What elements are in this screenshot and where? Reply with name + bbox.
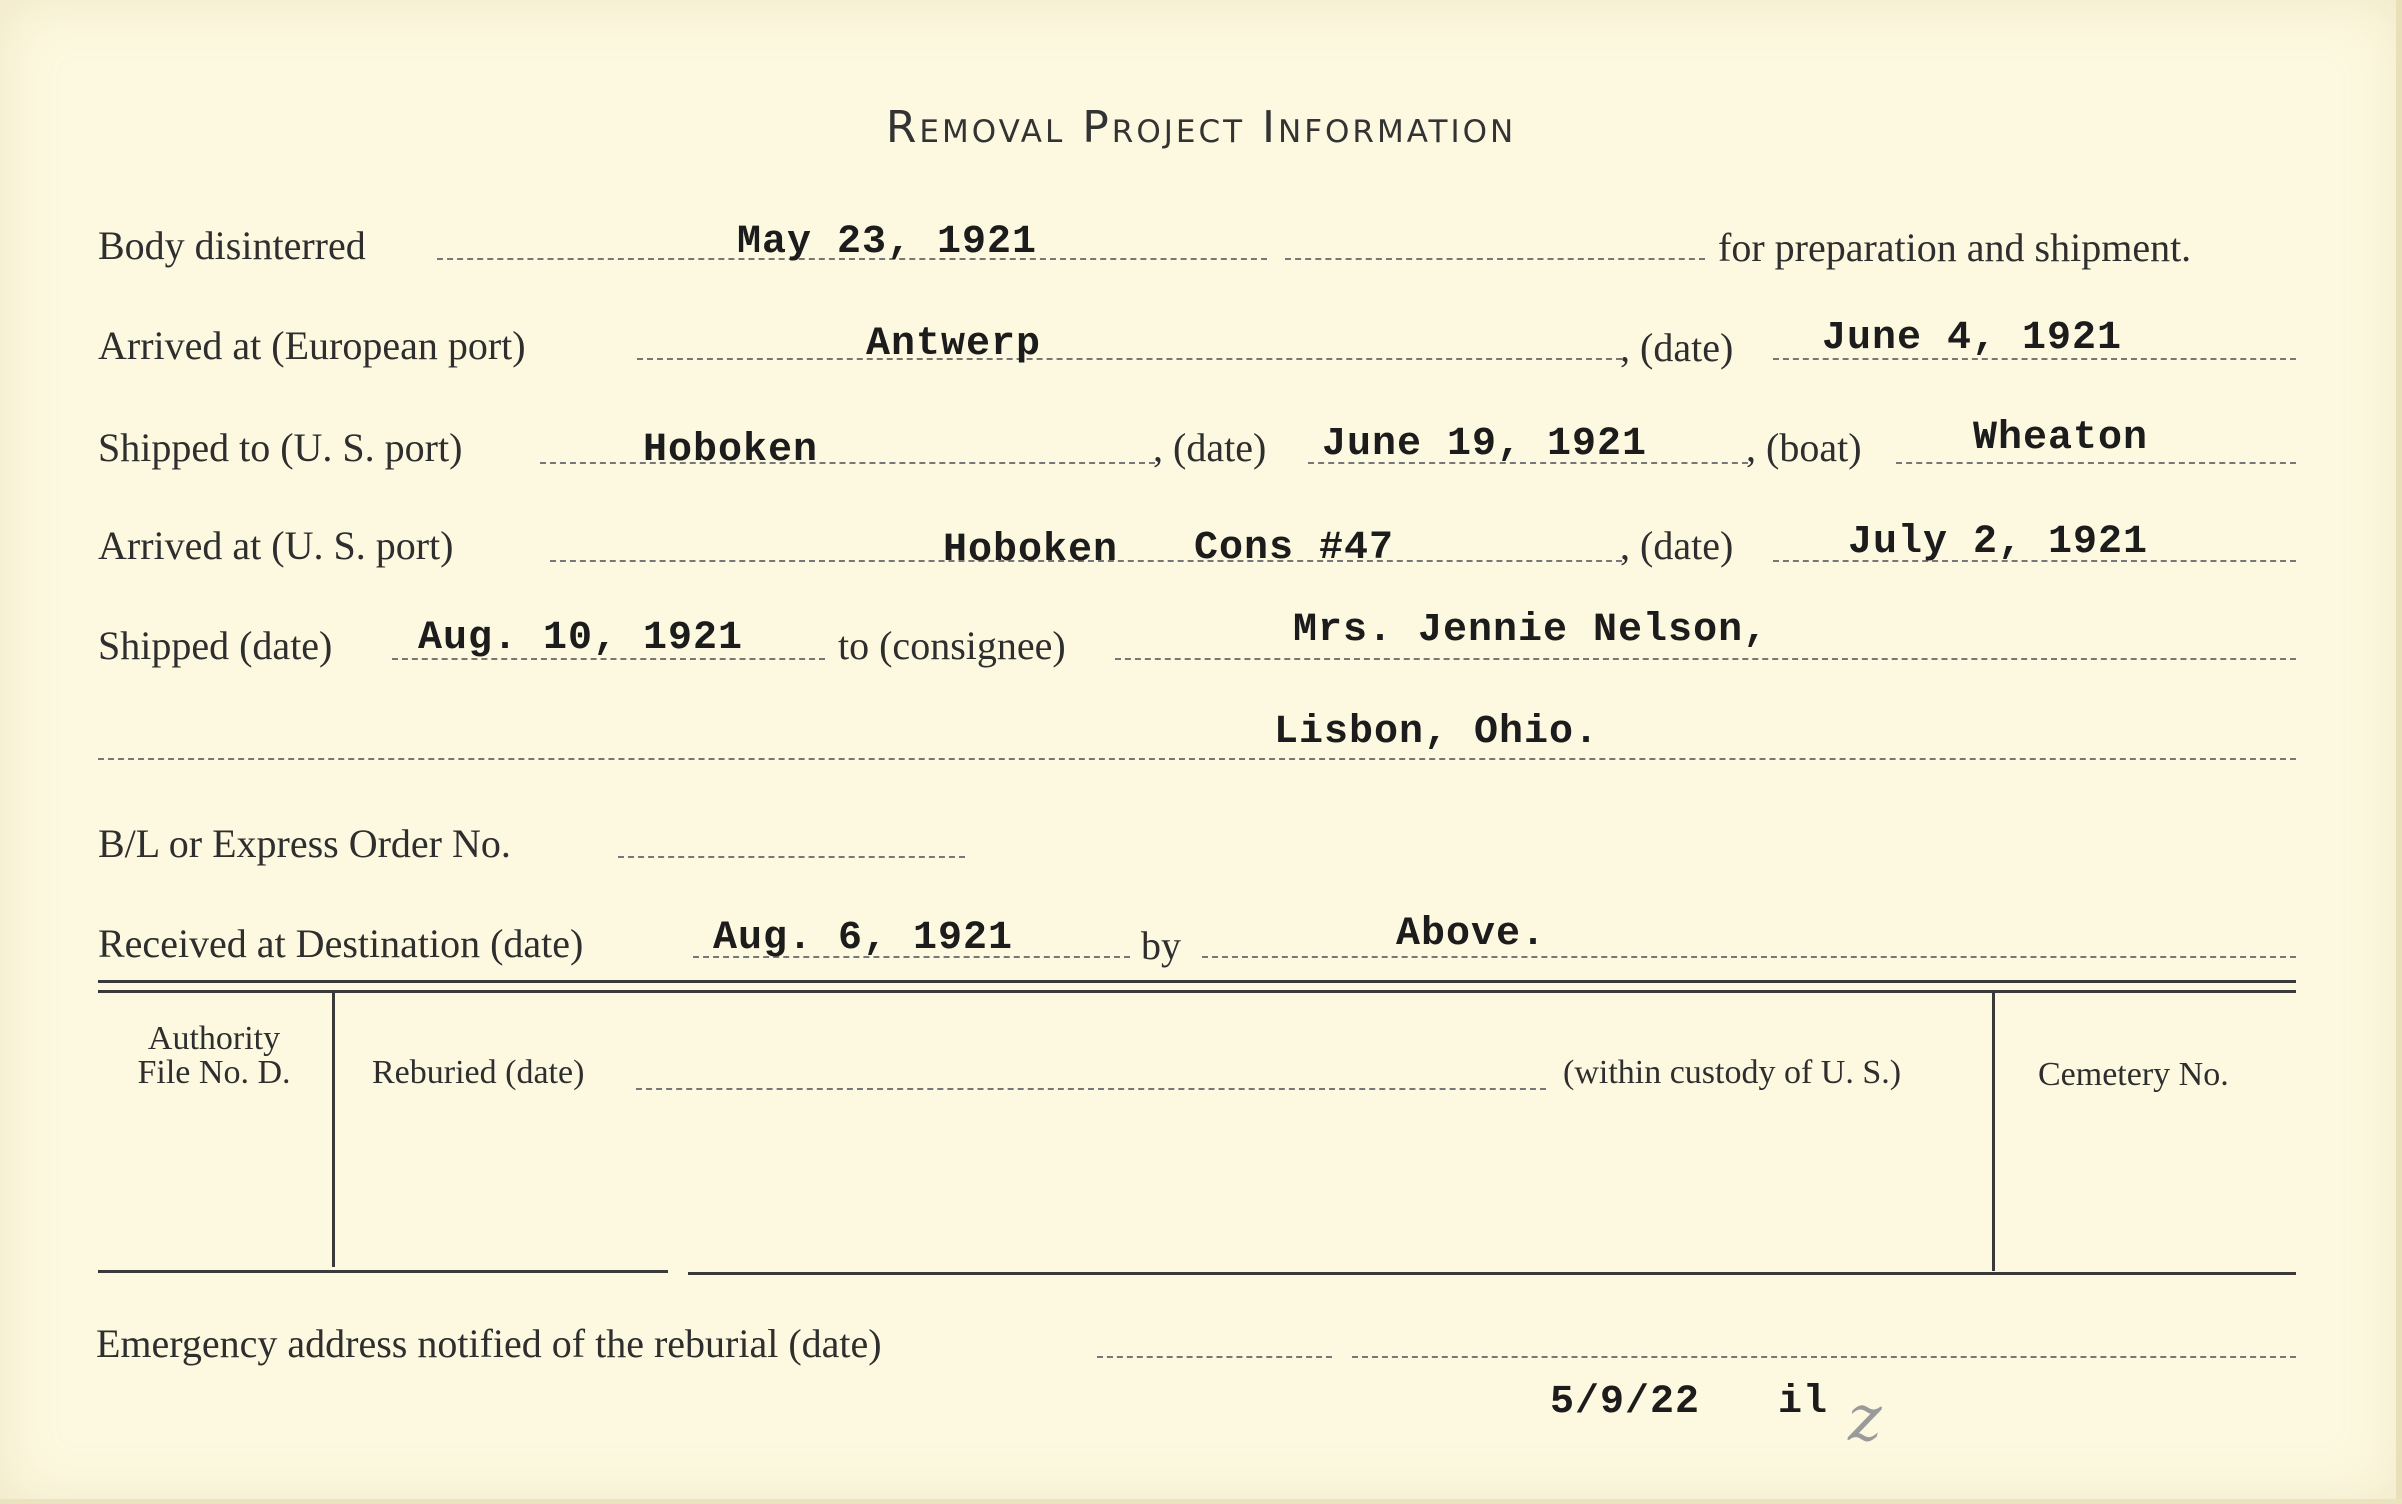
- label-to-consignee: to (consignee): [838, 623, 1066, 668]
- value-initials: il: [1778, 1380, 1829, 1425]
- label-european-date: , (date): [1620, 325, 1734, 370]
- divider-authority: [332, 993, 335, 1267]
- label-arrived-us-port: Arrived at (U. S. port): [98, 523, 454, 568]
- label-shipped-date: , (date): [1153, 425, 1267, 470]
- line-boat: [1896, 462, 2296, 464]
- label-emergency-address: Emergency address notified of the reburial (date): [96, 1321, 882, 1366]
- label-authority: Authority: [147, 1020, 281, 1057]
- divider-top: [98, 980, 2296, 983]
- value-shipped-date-us: June 19, 1921: [1322, 422, 1648, 467]
- value-disinterred-date: May 23, 1921: [737, 220, 1038, 265]
- label-by: by: [1141, 923, 1181, 968]
- value-us-port-arrived: Hoboken: [943, 528, 1119, 573]
- label-arrived-european-port: Arrived at (European port): [98, 323, 526, 368]
- line-disinterred-2: [1285, 258, 1705, 260]
- label-shipped-date-consignee: Shipped (date): [98, 623, 333, 668]
- value-stamp-date: 5/9/22: [1550, 1380, 1701, 1425]
- value-received-by: Above.: [1396, 912, 1547, 957]
- line-european-port: [637, 358, 1622, 360]
- value-us-port-shipped: Hoboken: [643, 428, 819, 473]
- divider-bottom-right: [688, 1272, 2296, 1275]
- line-consignee-address: [98, 758, 2296, 760]
- value-shipped-date: Aug. 10, 1921: [418, 616, 744, 661]
- label-bl-express-order: B/L or Express Order No.: [98, 821, 511, 866]
- card-edge-bottom: [0, 1499, 2402, 1504]
- pencil-mark: z: [1848, 1382, 1882, 1456]
- card-title: Removal Project Information: [885, 102, 1517, 153]
- line-emergency-date-2: [1352, 1356, 2296, 1358]
- label-reburied-date: Reburied (date): [372, 1054, 585, 1091]
- value-european-port: Antwerp: [866, 322, 1042, 367]
- label-shipped-to-us-port: Shipped to (U. S. port): [98, 425, 463, 470]
- label-us-arrival-date: , (date): [1620, 523, 1734, 568]
- line-us-port-shipped: [540, 462, 1155, 464]
- value-consignee-address: Lisbon, Ohio.: [1274, 710, 1600, 755]
- divider-top-2: [98, 990, 2296, 993]
- label-file-no: File No. D.: [137, 1054, 291, 1091]
- label-for-preparation: for preparation and shipment.: [1718, 225, 2192, 270]
- label-received-at-destination: Received at Destination (date): [98, 921, 584, 966]
- line-consignee: [1115, 658, 2296, 660]
- value-cons-number: Cons #47: [1194, 526, 1395, 571]
- label-within-custody: (within custody of U. S.): [1563, 1054, 1902, 1091]
- line-reburied-date: [636, 1088, 1546, 1090]
- value-consignee: Mrs. Jennie Nelson,: [1293, 608, 1769, 653]
- divider-cemetery: [1992, 993, 1995, 1271]
- value-european-arrival-date: June 4, 1921: [1822, 316, 2123, 361]
- line-bl-express-order: [618, 856, 965, 858]
- value-boat: Wheaton: [1973, 416, 2149, 461]
- line-emergency-date: [1097, 1356, 1332, 1358]
- label-cemetery-no: Cemetery No.: [2038, 1056, 2229, 1093]
- value-received-date: Aug. 6, 1921: [713, 916, 1014, 961]
- value-us-arrival-date: July 2, 1921: [1848, 520, 2149, 565]
- card-edge-right: [2396, 0, 2402, 1504]
- line-received-by: [1202, 956, 2296, 958]
- divider-bottom-left: [98, 1270, 668, 1273]
- label-boat: , (boat): [1746, 425, 1862, 470]
- label-body-disinterred: Body disinterred: [98, 223, 366, 268]
